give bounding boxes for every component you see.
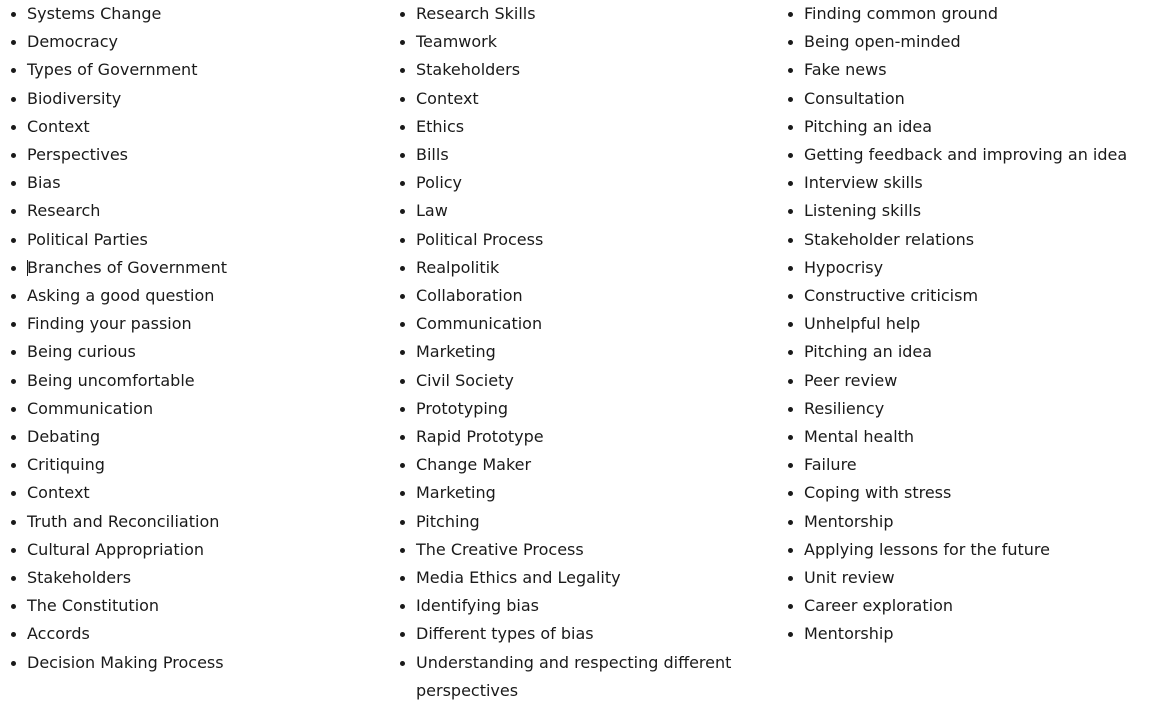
list-item: Communication — [10, 395, 380, 423]
list-item: Biodiversity — [10, 85, 380, 113]
list-item: The Constitution — [10, 592, 380, 620]
list-item: Stakeholders — [10, 564, 380, 592]
list-item: Mentorship — [787, 620, 1157, 648]
list-item: Collaboration — [399, 282, 769, 310]
list-item: Pitching an idea — [787, 338, 1157, 366]
list-item: Systems Change — [10, 0, 380, 28]
list-item: Research — [10, 197, 380, 225]
list-item: Context — [10, 479, 380, 507]
list-item: Identifying bias — [399, 592, 769, 620]
list-item: Rapid Prototype — [399, 423, 769, 451]
list-item: Consultation — [787, 85, 1157, 113]
list-item: Decision Making Process — [10, 649, 380, 677]
list-item: Unit review — [787, 564, 1157, 592]
list-item: Political Parties — [10, 226, 380, 254]
list-item: Listening skills — [787, 197, 1157, 225]
list-item: Truth and Reconciliation — [10, 508, 380, 536]
list-item: Ethics — [399, 113, 769, 141]
list-item: Prototyping — [399, 395, 769, 423]
list-item: Being curious — [10, 338, 380, 366]
topic-list-column-2 — [399, 0, 769, 705]
list-item: Context — [10, 113, 380, 141]
list-item: Pitching an idea — [787, 113, 1157, 141]
list-item: Policy — [399, 169, 769, 197]
list-item: Stakeholder relations — [787, 226, 1157, 254]
list-item: Democracy — [10, 28, 380, 56]
list-item: Interview skills — [787, 169, 1157, 197]
list-item: Unhelpful help — [787, 310, 1157, 338]
list-item: Different types of bias — [399, 620, 769, 648]
list-item: Being open-minded — [787, 28, 1157, 56]
list-item: Stakeholders — [399, 56, 769, 84]
list-item: Peer review — [787, 367, 1157, 395]
topic-list-column-3 — [787, 0, 1157, 649]
list-item: Debating — [10, 423, 380, 451]
list-item: Types of Government — [10, 56, 380, 84]
list-item: Resiliency — [787, 395, 1157, 423]
list-item: The Creative Process — [399, 536, 769, 564]
list-item: Failure — [787, 451, 1157, 479]
list-item: Accords — [10, 620, 380, 648]
list-item: Pitching — [399, 508, 769, 536]
list-item: Perspectives — [10, 141, 380, 169]
list-item: Media Ethics and Legality — [399, 564, 769, 592]
list-item: Constructive criticism — [787, 282, 1157, 310]
list-item: Coping with stress — [787, 479, 1157, 507]
list-item: Law — [399, 197, 769, 225]
list-item: Bias — [10, 169, 380, 197]
list-item: Applying lessons for the future — [787, 536, 1157, 564]
list-item: Understanding and respecting different perspectives — [399, 649, 746, 705]
list-item-text: Branches of Government — [27, 257, 227, 277]
list-item: Fake news — [787, 56, 1157, 84]
list-item: Context — [399, 85, 769, 113]
list-item: Marketing — [399, 338, 769, 366]
list-item: Hypocrisy — [787, 254, 1157, 282]
list-item: Mentorship — [787, 508, 1157, 536]
list-item: Marketing — [399, 479, 769, 507]
list-item: Bills — [399, 141, 769, 169]
list-item: Critiquing — [10, 451, 380, 479]
list-item: Being uncomfortable — [10, 367, 380, 395]
list-item: Finding common ground — [787, 0, 1157, 28]
list-item: Career exploration — [787, 592, 1157, 620]
list-item: Research Skills — [399, 0, 769, 28]
list-item: Teamwork — [399, 28, 769, 56]
topic-list-column-1 — [10, 0, 380, 677]
list-item: Cultural Appropriation — [10, 536, 380, 564]
list-item: Change Maker — [399, 451, 769, 479]
list-item: Getting feedback and improving an idea — [787, 141, 1157, 169]
list-item: Finding your passion — [10, 310, 380, 338]
list-item: Asking a good question — [10, 282, 380, 310]
list-item: Communication — [399, 310, 769, 338]
list-item: Civil Society — [399, 367, 769, 395]
list-item: Political Process — [399, 226, 769, 254]
list-item: Realpolitik — [399, 254, 769, 282]
list-item: Mental health — [787, 423, 1157, 451]
list-item[interactable] — [10, 254, 380, 282]
